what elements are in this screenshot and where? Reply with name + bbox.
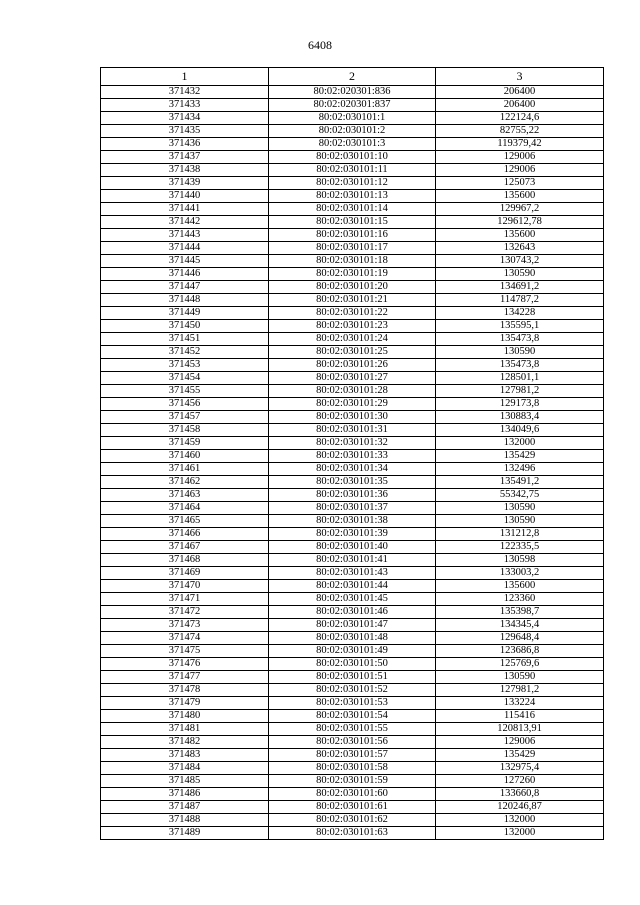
cadastral-number-cell: 80:02:030101:29 — [269, 398, 436, 411]
cadastral-number-cell: 80:02:030101:50 — [269, 658, 436, 671]
cadastral-number-cell: 80:02:030101:41 — [269, 554, 436, 567]
table-row — [101, 398, 604, 411]
value-cell: 135595,1 — [436, 320, 604, 333]
row-id-cell: 371441 — [101, 203, 269, 216]
value-cell: 132975,4 — [436, 762, 604, 775]
row-id-cell: 371474 — [101, 632, 269, 645]
cadastral-number-cell: 80:02:030101:31 — [269, 424, 436, 437]
table-row — [101, 749, 604, 762]
row-id-cell: 371434 — [101, 112, 269, 125]
cadastral-number-cell: 80:02:020301:837 — [269, 99, 436, 112]
table-row — [101, 242, 604, 255]
cadastral-number-cell: 80:02:030101:38 — [269, 515, 436, 528]
value-cell: 129006 — [436, 164, 604, 177]
table-row — [101, 541, 604, 554]
value-cell: 135398,7 — [436, 606, 604, 619]
cadastral-number-cell: 80:02:030101:32 — [269, 437, 436, 450]
cadastral-number-cell: 80:02:030101:26 — [269, 359, 436, 372]
cadastral-number-cell: 80:02:030101:18 — [269, 255, 436, 268]
value-cell: 82755,22 — [436, 125, 604, 138]
value-cell: 125769,6 — [436, 658, 604, 671]
table-row — [101, 762, 604, 775]
row-id-cell: 371484 — [101, 762, 269, 775]
table-row — [101, 333, 604, 346]
cadastral-number-cell: 80:02:030101:57 — [269, 749, 436, 762]
cadastral-number-cell: 80:02:020301:836 — [269, 86, 436, 99]
cadastral-number-cell: 80:02:030101:27 — [269, 372, 436, 385]
value-cell: 125073 — [436, 177, 604, 190]
value-cell: 127981,2 — [436, 684, 604, 697]
table-row — [101, 268, 604, 281]
value-cell: 129967,2 — [436, 203, 604, 216]
cadastral-number-cell: 80:02:030101:23 — [269, 320, 436, 333]
table-row — [101, 216, 604, 229]
table-row — [101, 190, 604, 203]
row-id-cell: 371489 — [101, 827, 269, 840]
value-cell: 135600 — [436, 580, 604, 593]
value-cell: 123686,8 — [436, 645, 604, 658]
value-cell: 133003,2 — [436, 567, 604, 580]
row-id-cell: 371463 — [101, 489, 269, 502]
value-cell: 127981,2 — [436, 385, 604, 398]
row-id-cell: 371470 — [101, 580, 269, 593]
table-row — [101, 294, 604, 307]
value-cell: 115416 — [436, 710, 604, 723]
table-row — [101, 320, 604, 333]
cadastral-number-cell: 80:02:030101:25 — [269, 346, 436, 359]
table-row — [101, 281, 604, 294]
row-id-cell: 371477 — [101, 671, 269, 684]
cadastral-number-cell: 80:02:030101:47 — [269, 619, 436, 632]
table-header-row — [101, 68, 604, 86]
value-cell: 122124,6 — [436, 112, 604, 125]
row-id-cell: 371447 — [101, 281, 269, 294]
table-row — [101, 697, 604, 710]
table-row — [101, 372, 604, 385]
table-row — [101, 463, 604, 476]
table-row — [101, 632, 604, 645]
row-id-cell: 371453 — [101, 359, 269, 372]
row-id-cell: 371488 — [101, 814, 269, 827]
table-row — [101, 411, 604, 424]
cadastral-number-cell: 80:02:030101:34 — [269, 463, 436, 476]
value-cell: 119379,42 — [436, 138, 604, 151]
row-id-cell: 371478 — [101, 684, 269, 697]
cadastral-number-cell: 80:02:030101:13 — [269, 190, 436, 203]
cadastral-number-cell: 80:02:030101:51 — [269, 671, 436, 684]
cadastral-number-cell: 80:02:030101:21 — [269, 294, 436, 307]
row-id-cell: 371485 — [101, 775, 269, 788]
table-row — [101, 827, 604, 840]
row-id-cell: 371459 — [101, 437, 269, 450]
value-cell: 135429 — [436, 749, 604, 762]
table-body — [101, 86, 604, 840]
table-row — [101, 684, 604, 697]
row-id-cell: 371476 — [101, 658, 269, 671]
value-cell: 206400 — [436, 86, 604, 99]
table-row — [101, 203, 604, 216]
value-cell: 129006 — [436, 736, 604, 749]
table-row — [101, 567, 604, 580]
value-cell: 114787,2 — [436, 294, 604, 307]
table-row — [101, 177, 604, 190]
page-number: 6408 — [308, 38, 332, 52]
cadastral-number-cell: 80:02:030101:58 — [269, 762, 436, 775]
value-cell: 127260 — [436, 775, 604, 788]
row-id-cell: 371432 — [101, 86, 269, 99]
cadastral-number-cell: 80:02:030101:24 — [269, 333, 436, 346]
row-id-cell: 371440 — [101, 190, 269, 203]
value-cell: 129006 — [436, 151, 604, 164]
row-id-cell: 371433 — [101, 99, 269, 112]
row-id-cell: 371436 — [101, 138, 269, 151]
table-row — [101, 710, 604, 723]
row-id-cell: 371451 — [101, 333, 269, 346]
row-id-cell: 371438 — [101, 164, 269, 177]
value-cell: 132643 — [436, 242, 604, 255]
row-id-cell: 371482 — [101, 736, 269, 749]
value-cell: 55342,75 — [436, 489, 604, 502]
table-row — [101, 736, 604, 749]
table-row — [101, 554, 604, 567]
row-id-cell: 371442 — [101, 216, 269, 229]
cadastral-number-cell: 80:02:030101:52 — [269, 684, 436, 697]
table-row — [101, 723, 604, 736]
row-id-cell: 371454 — [101, 372, 269, 385]
cadastral-number-cell: 80:02:030101:40 — [269, 541, 436, 554]
value-cell: 135429 — [436, 450, 604, 463]
row-id-cell: 371457 — [101, 411, 269, 424]
table-row — [101, 801, 604, 814]
value-cell: 206400 — [436, 99, 604, 112]
cadastral-number-cell: 80:02:030101:2 — [269, 125, 436, 138]
table-row — [101, 502, 604, 515]
table-row — [101, 99, 604, 112]
row-id-cell: 371472 — [101, 606, 269, 619]
value-cell: 132000 — [436, 814, 604, 827]
table-row — [101, 307, 604, 320]
cadastral-number-cell: 80:02:030101:36 — [269, 489, 436, 502]
cadastral-number-cell: 80:02:030101:49 — [269, 645, 436, 658]
cadastral-number-cell: 80:02:030101:3 — [269, 138, 436, 151]
cadastral-number-cell: 80:02:030101:39 — [269, 528, 436, 541]
row-id-cell: 371446 — [101, 268, 269, 281]
data-table — [100, 67, 604, 840]
value-cell: 129173,8 — [436, 398, 604, 411]
row-id-cell: 371458 — [101, 424, 269, 437]
value-cell: 120813,91 — [436, 723, 604, 736]
value-cell: 129648,4 — [436, 632, 604, 645]
cadastral-number-cell: 80:02:030101:28 — [269, 385, 436, 398]
table-row — [101, 528, 604, 541]
value-cell: 133224 — [436, 697, 604, 710]
table-row — [101, 359, 604, 372]
row-id-cell: 371456 — [101, 398, 269, 411]
cadastral-number-cell: 80:02:030101:45 — [269, 593, 436, 606]
cadastral-number-cell: 80:02:030101:14 — [269, 203, 436, 216]
cadastral-number-cell: 80:02:030101:19 — [269, 268, 436, 281]
row-id-cell: 371469 — [101, 567, 269, 580]
cadastral-number-cell: 80:02:030101:44 — [269, 580, 436, 593]
row-id-cell: 371435 — [101, 125, 269, 138]
value-cell: 132496 — [436, 463, 604, 476]
cadastral-number-cell: 80:02:030101:59 — [269, 775, 436, 788]
value-cell: 135473,8 — [436, 333, 604, 346]
value-cell: 134345,4 — [436, 619, 604, 632]
cadastral-number-cell: 80:02:030101:46 — [269, 606, 436, 619]
table-row — [101, 385, 604, 398]
table-row — [101, 671, 604, 684]
value-cell: 130590 — [436, 515, 604, 528]
row-id-cell: 371487 — [101, 801, 269, 814]
table-row — [101, 775, 604, 788]
row-id-cell: 371444 — [101, 242, 269, 255]
value-cell: 132000 — [436, 437, 604, 450]
value-cell: 130883,4 — [436, 411, 604, 424]
table-row — [101, 515, 604, 528]
cadastral-number-cell: 80:02:030101:43 — [269, 567, 436, 580]
cadastral-number-cell: 80:02:030101:62 — [269, 814, 436, 827]
table-row — [101, 580, 604, 593]
table-row — [101, 255, 604, 268]
row-id-cell: 371450 — [101, 320, 269, 333]
cadastral-number-cell: 80:02:030101:54 — [269, 710, 436, 723]
cadastral-number-cell: 80:02:030101:16 — [269, 229, 436, 242]
value-cell: 122335,5 — [436, 541, 604, 554]
value-cell: 135600 — [436, 229, 604, 242]
cadastral-number-cell: 80:02:030101:1 — [269, 112, 436, 125]
row-id-cell: 371462 — [101, 476, 269, 489]
table-row — [101, 151, 604, 164]
value-cell: 134049,6 — [436, 424, 604, 437]
cadastral-number-cell: 80:02:030101:55 — [269, 723, 436, 736]
cadastral-number-cell: 80:02:030101:53 — [269, 697, 436, 710]
value-cell: 133660,8 — [436, 788, 604, 801]
value-cell: 135600 — [436, 190, 604, 203]
cadastral-number-cell: 80:02:030101:37 — [269, 502, 436, 515]
row-id-cell: 371466 — [101, 528, 269, 541]
value-cell: 132000 — [436, 827, 604, 840]
table-row — [101, 424, 604, 437]
column-header: 2 — [269, 68, 436, 86]
row-id-cell: 371471 — [101, 593, 269, 606]
row-id-cell: 371439 — [101, 177, 269, 190]
row-id-cell: 371448 — [101, 294, 269, 307]
row-id-cell: 371437 — [101, 151, 269, 164]
value-cell: 129612,78 — [436, 216, 604, 229]
table-header — [101, 68, 604, 86]
row-id-cell: 371468 — [101, 554, 269, 567]
value-cell: 134691,2 — [436, 281, 604, 294]
table-row — [101, 86, 604, 99]
table-row — [101, 593, 604, 606]
row-id-cell: 371452 — [101, 346, 269, 359]
cadastral-number-cell: 80:02:030101:56 — [269, 736, 436, 749]
value-cell: 130590 — [436, 502, 604, 515]
table-row — [101, 125, 604, 138]
value-cell: 135491,2 — [436, 476, 604, 489]
row-id-cell: 371455 — [101, 385, 269, 398]
table-row — [101, 658, 604, 671]
cadastral-number-cell: 80:02:030101:30 — [269, 411, 436, 424]
row-id-cell: 371467 — [101, 541, 269, 554]
value-cell: 130590 — [436, 268, 604, 281]
cadastral-number-cell: 80:02:030101:33 — [269, 450, 436, 463]
table-row — [101, 645, 604, 658]
value-cell: 131212,8 — [436, 528, 604, 541]
value-cell: 130743,2 — [436, 255, 604, 268]
table-row — [101, 606, 604, 619]
row-id-cell: 371486 — [101, 788, 269, 801]
row-id-cell: 371473 — [101, 619, 269, 632]
cadastral-number-cell: 80:02:030101:10 — [269, 151, 436, 164]
row-id-cell: 371479 — [101, 697, 269, 710]
value-cell: 130598 — [436, 554, 604, 567]
cadastral-number-cell: 80:02:030101:15 — [269, 216, 436, 229]
row-id-cell: 371445 — [101, 255, 269, 268]
table-row — [101, 229, 604, 242]
cadastral-number-cell: 80:02:030101:17 — [269, 242, 436, 255]
row-id-cell: 371449 — [101, 307, 269, 320]
value-cell: 120246,87 — [436, 801, 604, 814]
table-row — [101, 437, 604, 450]
cadastral-number-cell: 80:02:030101:48 — [269, 632, 436, 645]
table-row — [101, 489, 604, 502]
row-id-cell: 371481 — [101, 723, 269, 736]
column-header: 3 — [436, 68, 604, 86]
column-header: 1 — [101, 68, 269, 86]
value-cell: 130590 — [436, 346, 604, 359]
cadastral-number-cell: 80:02:030101:35 — [269, 476, 436, 489]
table-row — [101, 138, 604, 151]
value-cell: 130590 — [436, 671, 604, 684]
row-id-cell: 371460 — [101, 450, 269, 463]
cadastral-number-cell: 80:02:030101:61 — [269, 801, 436, 814]
value-cell: 134228 — [436, 307, 604, 320]
row-id-cell: 371465 — [101, 515, 269, 528]
value-cell: 128501,1 — [436, 372, 604, 385]
table-row — [101, 346, 604, 359]
table-row — [101, 788, 604, 801]
row-id-cell: 371483 — [101, 749, 269, 762]
value-cell: 135473,8 — [436, 359, 604, 372]
cadastral-number-cell: 80:02:030101:22 — [269, 307, 436, 320]
row-id-cell: 371443 — [101, 229, 269, 242]
table-row — [101, 164, 604, 177]
table-row — [101, 619, 604, 632]
cadastral-number-cell: 80:02:030101:11 — [269, 164, 436, 177]
cadastral-number-cell: 80:02:030101:20 — [269, 281, 436, 294]
row-id-cell: 371475 — [101, 645, 269, 658]
row-id-cell: 371461 — [101, 463, 269, 476]
table-row — [101, 476, 604, 489]
table-row — [101, 450, 604, 463]
cadastral-number-cell: 80:02:030101:60 — [269, 788, 436, 801]
value-cell: 123360 — [436, 593, 604, 606]
cadastral-number-cell: 80:02:030101:63 — [269, 827, 436, 840]
table-row — [101, 112, 604, 125]
table-row — [101, 814, 604, 827]
row-id-cell: 371464 — [101, 502, 269, 515]
row-id-cell: 371480 — [101, 710, 269, 723]
cadastral-number-cell: 80:02:030101:12 — [269, 177, 436, 190]
